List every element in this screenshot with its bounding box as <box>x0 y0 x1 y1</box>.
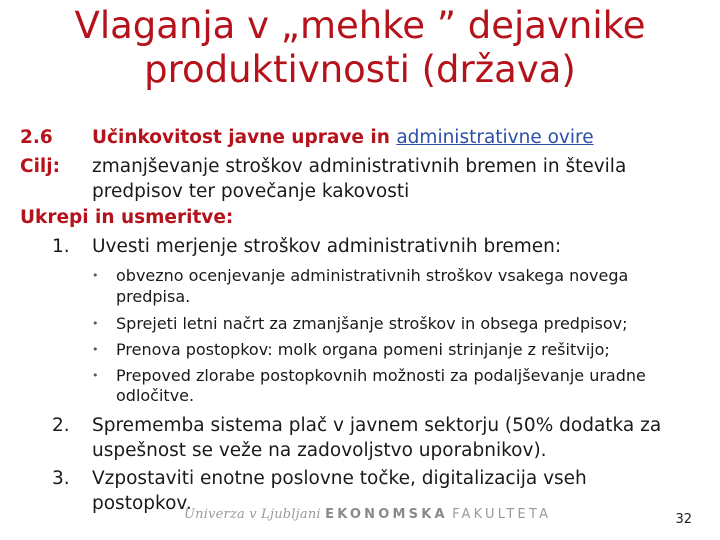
list-item-text: Sprememba sistema plač v javnem sektorju (50% dodatka za <box>92 415 662 436</box>
bullet-icon: • <box>92 369 99 382</box>
faculty-logo: Univerza v Ljubljani EKONOMSKA FAKULTETA <box>184 507 552 522</box>
section-heading-text: Učinkovitost javne uprave in <box>92 127 397 148</box>
bullet-icon: • <box>92 317 99 330</box>
page-number: 32 <box>675 512 692 527</box>
measures-heading: Ukrepi in usmeritve: <box>20 207 234 228</box>
list-item-text: uspešnost se veže na zadovoljstvo uporabnikov). <box>92 440 547 461</box>
goal-line2: predpisov ter povečanje kakovosti <box>92 181 410 202</box>
sub-item-line: Prepoved zlorabe postopkovnih možnosti za podaljševanje uradne <box>116 366 646 385</box>
bullet-icon: • <box>92 269 99 282</box>
bullet-icon: • <box>92 343 99 356</box>
slide-title-line2: produktivnosti (država) <box>144 48 576 91</box>
item-number: 3. <box>52 468 70 489</box>
section-number: 2.6 <box>20 127 53 148</box>
sub-item-line: predpisa. <box>116 287 191 306</box>
sub-item-line: obvezno ocenjevanje administrativnih stroškov vsakega novega <box>116 266 629 285</box>
sub-item-line: Prenova postopkov: molk organa pomeni strinjanje z rešitvijo; <box>116 340 610 359</box>
sub-item-line: Sprejeti letni načrt za zmanjšanje stroškov in obsega predpisov; <box>116 314 628 333</box>
section-heading <box>92 126 594 150</box>
administrative-barriers-link[interactable]: administrativne ovire <box>396 127 594 148</box>
sub-item-line: odločitve. <box>116 386 195 405</box>
item-number: 1. <box>52 236 70 257</box>
list-item-text: Uvesti merjenje stroškov administrativnih bremen: <box>92 236 562 257</box>
list-item-text: postopkov. <box>92 493 192 514</box>
list-item-text: Vzpostaviti enotne poslovne točke, digitalizacija vseh <box>92 468 587 489</box>
slide-title-line1: Vlaganja v „mehke ” dejavnike <box>74 4 646 47</box>
item-number: 2. <box>52 415 70 436</box>
slide-title <box>40 4 680 92</box>
goal-label: Cilj: <box>20 156 60 177</box>
goal-line1: zmanjševanje stroškov administrativnih bremen in števila <box>92 156 627 177</box>
